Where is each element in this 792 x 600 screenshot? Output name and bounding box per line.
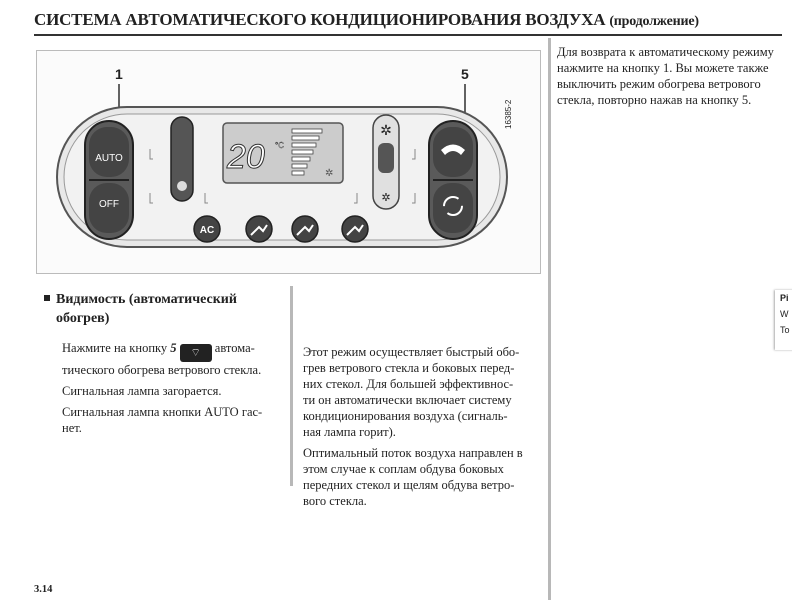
off-button-label: OFF: [99, 199, 119, 210]
temperature-value: 20: [227, 138, 265, 176]
title-main: СИСТЕМА АВТОМАТИЧЕСКОГО КОНДИЦИОНИРОВАНИЯ ВОЗДУХА: [34, 10, 606, 29]
airflow-button-1[interactable]: [246, 216, 272, 242]
p1-key: 5: [170, 341, 177, 355]
ac-button-label: AC: [199, 225, 215, 236]
bullet-icon: [44, 295, 50, 301]
cutoff-line-1: Pi: [780, 293, 789, 303]
col2-paragraph-1: Этот режим осуществляет быстрый обо-грев ветрового стекла и боковых перед-них стекол. Для большей эффективнос-ти он автоматически включает систему кондиционирования воздуха (сигналь-ная лампа горит).: [303, 345, 520, 439]
paragraph-2: Сигнальная лампа загорается.: [62, 384, 222, 398]
right-column-text: Для возврата к автоматическому режиму нажмите на кнопку 1. Вы можете также выключить режим обогрева ветрового стекла, повторно нажав на кнопку 5.: [557, 45, 774, 107]
left-column: [62, 340, 272, 441]
cutoff-line-2: W: [780, 309, 789, 319]
page-number: 3.14: [34, 584, 53, 595]
title-continued: (продолжение): [609, 14, 699, 29]
fan-rocker-knob: [378, 143, 394, 173]
paragraph-3: Сигнальная лампа кнопки AUTO гас-нет.: [62, 405, 263, 435]
fan-high-icon: ✲: [380, 122, 392, 138]
fan-low-icon: ✲: [381, 192, 391, 204]
right-column-rule: [548, 38, 551, 600]
section-heading: [44, 290, 237, 328]
top-rule: [34, 34, 782, 36]
airflow-button-3[interactable]: [342, 216, 368, 242]
section-heading-line1: Видимость (автоматический: [56, 292, 237, 307]
climate-panel-illustration: [37, 51, 540, 273]
paragraph-1: [62, 340, 272, 378]
temperature-unit: °C: [275, 141, 284, 150]
climate-panel-figure: [36, 50, 541, 274]
p1-prefix: Нажмите на кнопку: [62, 341, 168, 355]
column-rule: [290, 286, 293, 486]
p1-suffix: автома-тического обогрева ветрового стекла.: [62, 341, 262, 377]
page-title: [34, 10, 699, 30]
callout-1: 1: [115, 66, 123, 82]
middle-column: [303, 344, 525, 514]
col2-paragraph-2: Оптимальный поток воздуха направлен в этом случае к соплам обдува боковых передних стекол и щелям обдува ветро-вого стекла.: [303, 446, 523, 508]
defrost-button[interactable]: [433, 127, 473, 177]
auto-button[interactable]: [89, 127, 129, 177]
cutoff-popup[interactable]: [775, 290, 792, 350]
callout-5: 5: [461, 66, 469, 82]
recirculation-button[interactable]: [433, 183, 473, 233]
display-fan-icon: ✲: [325, 168, 334, 179]
auto-button-label: AUTO: [95, 153, 123, 164]
section-heading-line2: обогрев): [56, 311, 110, 326]
cutoff-line-3: To: [780, 325, 790, 335]
rocker-indicator-icon: [177, 181, 187, 191]
windshield-defrost-icon: ⌔: [180, 344, 212, 362]
figure-code: 16385-2: [504, 99, 513, 129]
airflow-button-2[interactable]: [292, 216, 318, 242]
